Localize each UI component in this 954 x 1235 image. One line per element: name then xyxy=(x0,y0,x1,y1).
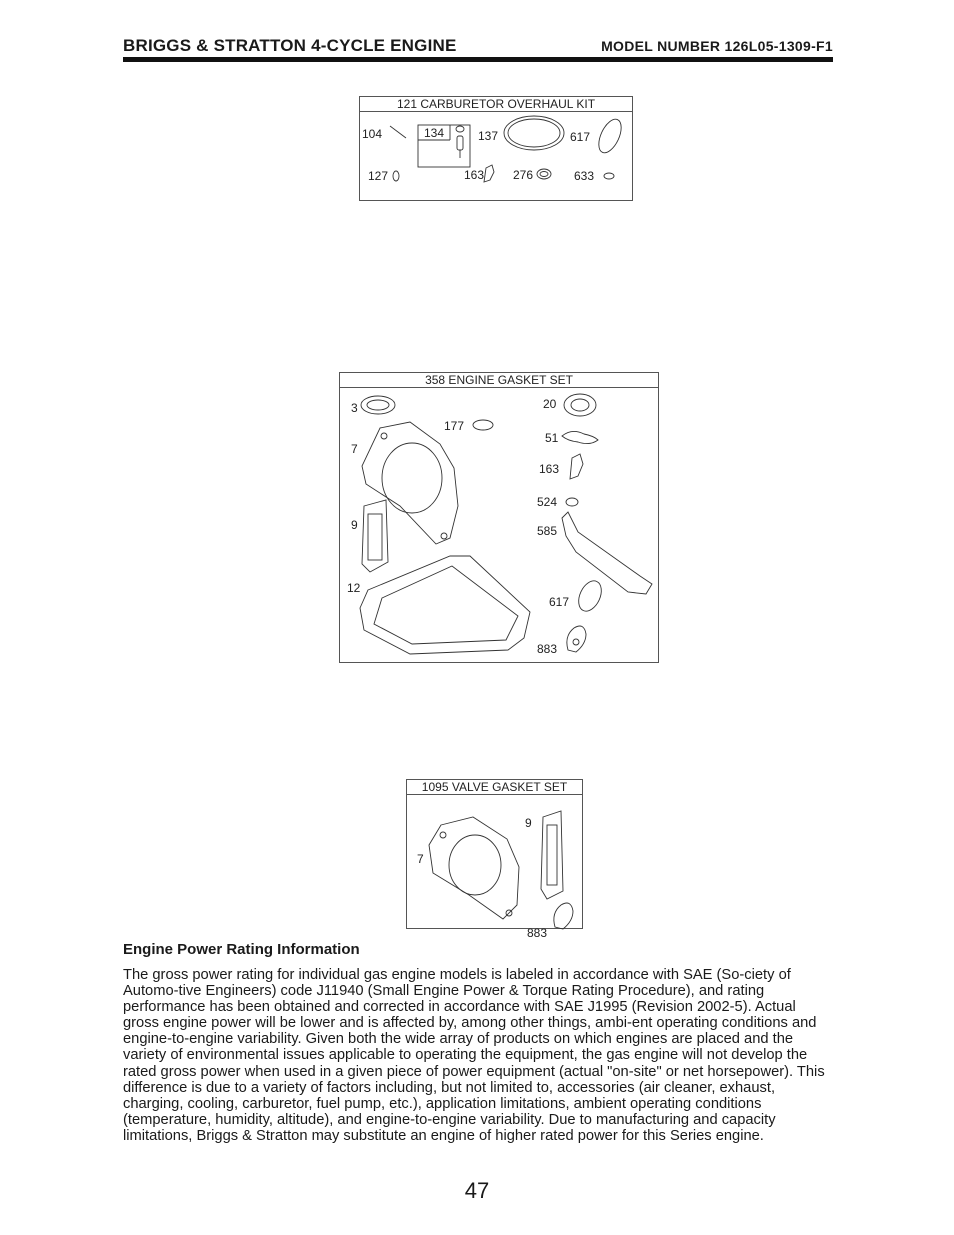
header-rule xyxy=(123,57,833,62)
part-number: 9 xyxy=(525,816,532,830)
pin-104-drawing xyxy=(390,126,406,138)
page-number: 47 xyxy=(464,1178,490,1203)
part-number: 617 xyxy=(549,595,570,609)
engine-gasket-box xyxy=(339,372,659,663)
part-number: 51 xyxy=(545,431,559,445)
part-number: 163 xyxy=(464,168,485,182)
valve-gasket-diagram xyxy=(407,795,582,940)
engine-title: BRIGGS & STRATTON 4-CYCLE ENGINE xyxy=(123,36,457,55)
intake-gasket-585-drawing xyxy=(562,512,652,594)
part-number: 883 xyxy=(527,926,548,940)
part-number: 7 xyxy=(417,852,424,866)
valve-gasket-box xyxy=(406,779,583,940)
part-number: 617 xyxy=(570,130,591,144)
carburetor-kit-title: 121 CARBURETOR OVERHAUL KIT xyxy=(360,97,632,112)
valve-cover-gasket-9-drawing xyxy=(541,811,563,899)
part-number: 134 xyxy=(424,126,445,140)
bowl-gasket-137-drawing xyxy=(504,116,564,150)
carburetor-kit-diagram xyxy=(360,112,632,200)
needle-134-drawing xyxy=(457,136,463,150)
part-number: 137 xyxy=(478,129,499,143)
part-number: 12 xyxy=(347,581,361,595)
carburetor-kit-box xyxy=(359,96,633,201)
oring-617-drawing xyxy=(594,116,626,156)
part-number: 524 xyxy=(537,495,558,509)
part-number: 20 xyxy=(543,397,557,411)
part-number: 9 xyxy=(351,518,358,532)
part-number: 633 xyxy=(574,169,595,183)
part-number: 585 xyxy=(537,524,558,538)
power-rating-heading: Engine Power Rating Information xyxy=(123,941,360,958)
part-number: 276 xyxy=(513,168,534,182)
power-rating-body: The gross power rating for individual gas engine models is labeled in accordance with SAE (So-ciety of Automo-tive Engineers) code J11940 (Small Engine Power & Torque Rating Procedure), and rating performance has been obtained and corrected in accordance with SAE J1995 (Revision 2002-5). Actual gross engine power will be lower and is affected by, among other things, ambi-ent operating conditions and engine-to-engine variability. Given both the wide array of products on which engines are placed and the variety of environmental issues applicable to operating the equipment, the gas engine will not develop the rated gross power when used in a given piece of power equipment (actual "on-site" or net horsepower). This difference is due to a variety of factors including, but not limited to, accessories (air cleaner, exhaust, charging, cooling, carburetor, fuel pump, etc.), application limitations, ambient operating conditions (temperature, humidity, altitude), and engine-to-engine variability. Due to manufacturing and capacity limitations, Briggs & Stratton may substitute an engine of higher rated power for this Series engine. xyxy=(123,967,825,1144)
part-number: 7 xyxy=(351,442,358,456)
valve-cover-gasket-9-drawing xyxy=(362,500,388,572)
part-number: 127 xyxy=(368,169,389,183)
page-header xyxy=(123,36,833,58)
engine-gasket-title: 358 ENGINE GASKET SET xyxy=(340,373,658,388)
model-number: MODEL NUMBER 126L05-1309-F1 xyxy=(601,38,833,54)
part-number: 104 xyxy=(362,127,383,141)
part-number: 3 xyxy=(351,401,358,415)
engine-gasket-diagram xyxy=(340,388,658,662)
part-number: 883 xyxy=(537,642,558,656)
head-gasket-7-drawing xyxy=(362,422,458,544)
part-number: 177 xyxy=(444,419,465,433)
base-gasket-12-drawing xyxy=(360,556,530,654)
valve-gasket-title: 1095 VALVE GASKET SET xyxy=(407,780,582,795)
part-number: 163 xyxy=(539,462,560,476)
